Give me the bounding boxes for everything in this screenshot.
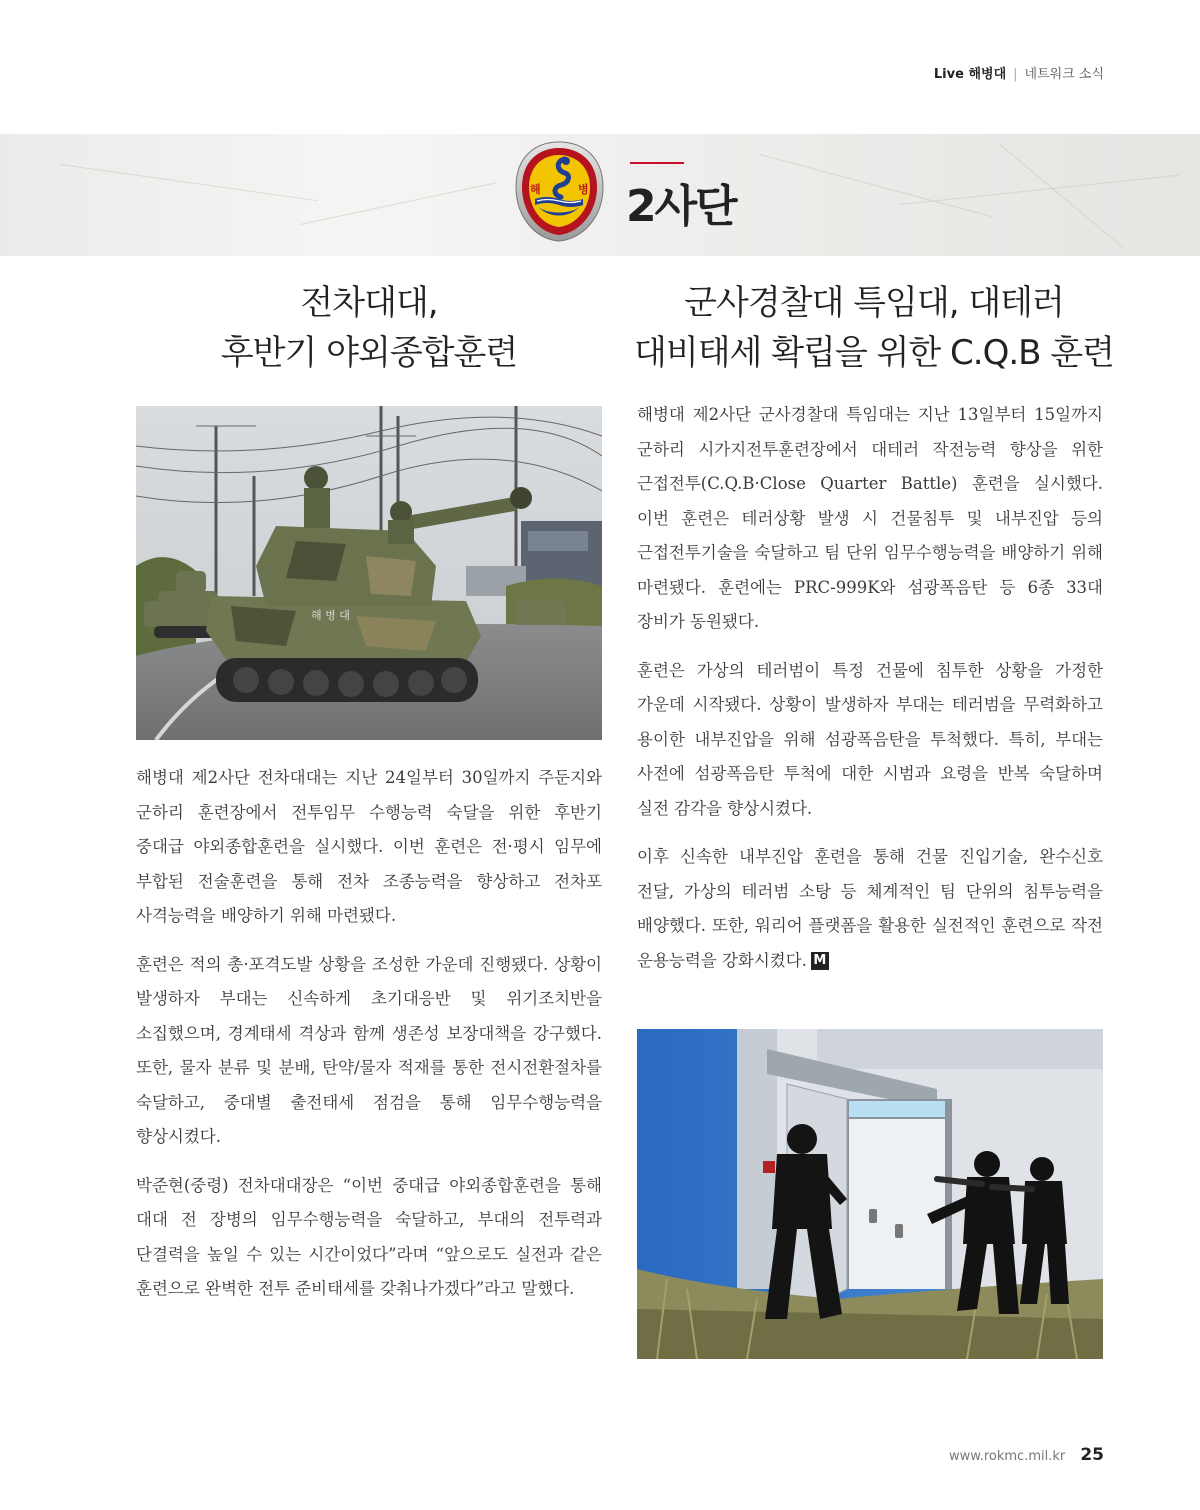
left-paragraph-2: 훈련은 적의 총·포격도발 상황을 조성한 가운데 진행됐다. 상황이 발생하자 부대는 신속하게 초기대응반 및 위기조치반을 소집했으며, 경계태세 격상과 함께 생존성 보장대책을 강구했다. 또한, 물자 분류 및 분배, 탄약/물자 적재를 통한 전시전환절차를 숙달하고, 중대별 출전태세 점검을 통해 임무수행능력을 향상시켰다.	[136, 954, 602, 1146]
right-paragraph-3-wrap	[637, 840, 1103, 978]
running-header	[934, 63, 1104, 82]
division-emblem	[513, 139, 606, 244]
right-headline-line-1: 군사경찰대 특임대, 대테러	[684, 283, 1064, 323]
right-headline	[600, 278, 1148, 378]
header-divider: |	[1013, 67, 1018, 82]
tank-photo	[136, 406, 602, 740]
magazine-section: Live 해병대	[933, 67, 1007, 82]
left-headline	[136, 278, 602, 378]
section-name: 네트워크 소식	[1024, 67, 1104, 82]
article-end-mark: M	[811, 952, 829, 970]
right-paragraph-3: 이후 신속한 내부진압 훈련을 통해 건물 진입기술, 완수신호 전달, 가상의 테러범 소탕 등 체계적인 팀 단위의 침투능력을 배양했다. 또한, 워리어 플랫폼을 활용한 실전적인 훈련으로 작전 운용능력을 강화시켰다.	[637, 847, 1103, 970]
cqb-training-photo	[637, 1029, 1103, 1359]
left-paragraph-3: 박준현(중령) 전차대대장은 “이번 중대급 야외종합훈련을 통해 대대 전 장병의 임무수행능력을 숙달하고, 부대의 전투력과 단결력을 높일 수 있는 시간이었다”라며 “앞으로도 실전과 같은 훈련으로 완벽한 전투 준비태세를 갖춰나가겠다”라고 말했다.	[136, 1175, 602, 1298]
emblem-char-right: 병	[578, 183, 589, 196]
right-article-body	[637, 398, 1103, 992]
left-headline-line-2: 후반기 야외종합훈련	[220, 333, 518, 373]
page-footer	[949, 1445, 1104, 1465]
left-article-body	[136, 761, 602, 1321]
title-accent-rule	[630, 162, 684, 164]
website-url: www.rokmc.mil.kr	[949, 1449, 1066, 1464]
right-paragraph-1: 해병대 제2사단 군사경찰대 특임대는 지난 13일부터 15일까지 군하리 시가지전투훈련장에서 대테러 작전능력 향상을 위한 근접전투(C.Q.B·Close Quarter Battle) 훈련을 실시했다. 이번 훈련은 테러상황 발생 시 건물침투 및 내부진압 등의 근접전투기술을 숙달하고 팀 단위 임무수행능력을 배양하기 위해 마련됐다. 훈련에는 PRC-999K와 섬광폭음탄 등 6종 33대 장비가 동원됐다.	[637, 405, 1103, 631]
right-paragraph-2: 훈련은 가상의 테러범이 특정 건물에 침투한 상황을 가정한 가운데 시작됐다. 상황이 발생하자 부대는 테러범을 무력화하고 용이한 내부진압을 위해 섬광폭음탄을 투척했다. 특히, 부대는 사전에 섬광폭음탄 투척에 대한 시범과 요령을 반복 숙달하며 실전 감각을 향상시켰다.	[637, 660, 1103, 818]
right-headline-line-2: 대비태세 확립을 위한 C.Q.B 훈련	[634, 333, 1114, 373]
left-paragraph-1: 해병대 제2사단 전차대대는 지난 24일부터 30일까지 주둔지와 군하리 훈련장에서 전투임무 수행능력 숙달을 위한 후반기 중대급 야외종합훈련을 실시했다. 이번 훈련은 전·평시 임무에 부합된 전술훈련을 통해 전차 조종능력을 향상하고 전차포 사격능력을 배양하기 위해 마련됐다.	[136, 768, 602, 925]
tank-unit-marking: 해 병 대	[311, 609, 350, 622]
division-title: 2사단	[626, 181, 736, 232]
left-headline-line-1: 전차대대,	[300, 283, 438, 323]
page-number: 25	[1080, 1445, 1104, 1465]
emblem-char-left: 해	[530, 183, 541, 196]
